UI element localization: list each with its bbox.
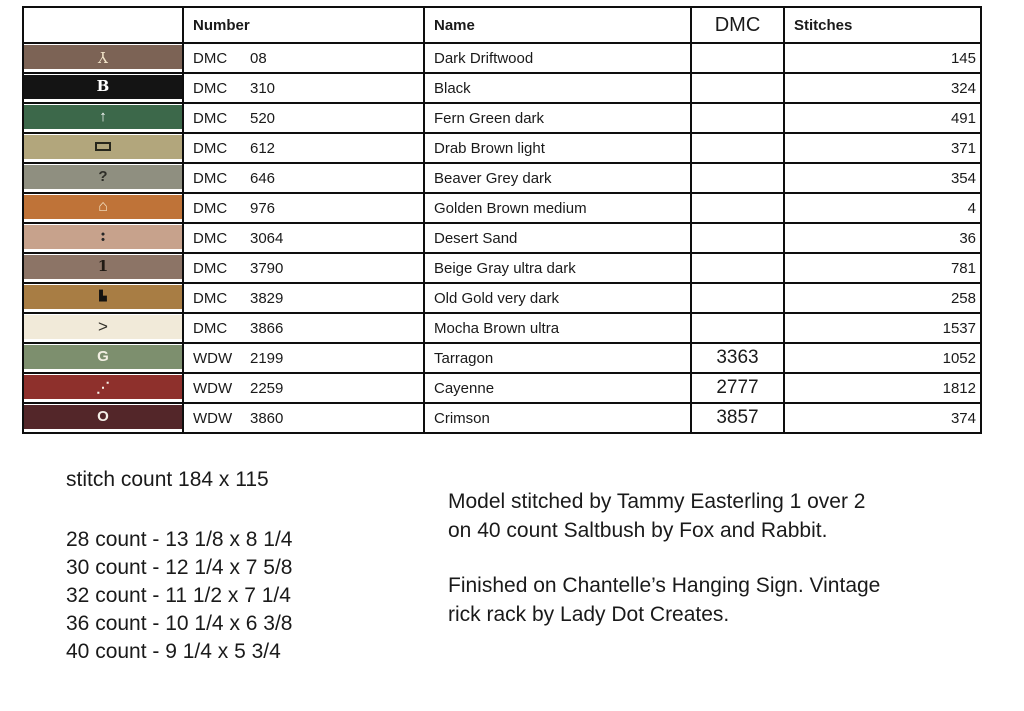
color-swatch xyxy=(24,225,182,249)
code-label: 3829 xyxy=(250,289,284,307)
model-note-line: Model stitched by Tammy Easterling 1 over 2 xyxy=(448,490,866,513)
table-row xyxy=(23,283,981,313)
count-line: 36 count - 10 1/4 x 6 3/8 xyxy=(66,612,293,635)
number-cell xyxy=(183,43,424,73)
code-label: 3860 xyxy=(250,409,284,427)
stitches-cell: 36 xyxy=(784,223,981,253)
stitches-cell: 1052 xyxy=(784,343,981,373)
stitches-cell: 354 xyxy=(784,163,981,193)
floss-key-table xyxy=(22,6,982,434)
code-label: 3866 xyxy=(250,319,284,337)
swatch-cell xyxy=(23,43,183,73)
table-row xyxy=(23,373,981,403)
swatch-cell xyxy=(23,253,183,283)
dmc-cell xyxy=(691,253,784,283)
number-cell xyxy=(183,373,424,403)
color-swatch xyxy=(24,105,182,129)
dmc-cell xyxy=(691,283,784,313)
size-notes xyxy=(66,468,293,666)
header-row xyxy=(23,7,981,43)
table-row xyxy=(23,403,981,433)
stitches-cell: 145 xyxy=(784,43,981,73)
dmc-cell xyxy=(691,163,784,193)
dmc-cell xyxy=(691,73,784,103)
stitches-cell: 781 xyxy=(784,253,981,283)
header-number: Number xyxy=(183,7,424,43)
swatch-cell xyxy=(23,73,183,103)
swatch-cell xyxy=(23,283,183,313)
stitches-cell: 491 xyxy=(784,103,981,133)
dmc-cell xyxy=(691,223,784,253)
brand-label: DMC xyxy=(193,319,228,337)
table-row xyxy=(23,103,981,133)
number-cell xyxy=(183,313,424,343)
name-cell: Drab Brown light xyxy=(424,133,691,163)
header-swatch xyxy=(23,7,183,43)
header-name: Name xyxy=(424,7,691,43)
swatch-cell xyxy=(23,193,183,223)
code-label: 646 xyxy=(250,169,276,187)
code-label: 3064 xyxy=(250,229,284,247)
greater-than-symbol: > xyxy=(98,317,108,336)
question-mark-symbol: ? xyxy=(98,168,108,185)
table-row xyxy=(23,193,981,223)
stitch-count-text: stitch count 184 x 115 xyxy=(66,468,269,491)
swatch-cell xyxy=(23,133,183,163)
stitches-cell: 4 xyxy=(784,193,981,223)
brand-label: DMC xyxy=(193,139,228,157)
name-cell: Crimson xyxy=(424,403,691,433)
table-row xyxy=(23,343,981,373)
name-cell: Mocha Brown ultra xyxy=(424,313,691,343)
name-cell: Beaver Grey dark xyxy=(424,163,691,193)
name-cell: Beige Gray ultra dark xyxy=(424,253,691,283)
swatch-cell xyxy=(23,163,183,193)
dmc-cell xyxy=(691,193,784,223)
up-arrow-symbol: ↑ xyxy=(99,108,107,125)
number-cell xyxy=(183,73,424,103)
name-cell: Tarragon xyxy=(424,343,691,373)
number-cell xyxy=(183,253,424,283)
name-cell: Dark Driftwood xyxy=(424,43,691,73)
color-swatch xyxy=(24,165,182,189)
code-label: 3790 xyxy=(250,259,284,277)
table-row xyxy=(23,163,981,193)
name-cell: Old Gold very dark xyxy=(424,283,691,313)
brand-label: DMC xyxy=(193,49,228,67)
colon-symbol: : xyxy=(99,226,107,246)
swatch-cell xyxy=(23,403,183,433)
swatch-cell xyxy=(23,343,183,373)
letter-g-symbol: G xyxy=(97,348,109,365)
swatch-cell xyxy=(23,103,183,133)
count-line: 32 count - 11 1/2 x 7 1/4 xyxy=(66,584,291,607)
brand-label: DMC xyxy=(193,169,228,187)
code-label: 612 xyxy=(250,139,276,157)
dmc-cell: 2777 xyxy=(691,373,784,403)
name-cell: Golden Brown medium xyxy=(424,193,691,223)
dmc-cell: 3857 xyxy=(691,403,784,433)
table-row xyxy=(23,43,981,73)
brand-label: WDW xyxy=(193,409,233,427)
number-cell xyxy=(183,403,424,433)
letter-o-symbol: O xyxy=(97,408,109,425)
code-label: 976 xyxy=(250,199,276,217)
color-swatch xyxy=(24,285,182,309)
number-cell xyxy=(183,103,424,133)
name-cell: Fern Green dark xyxy=(424,103,691,133)
model-note-line: on 40 count Saltbush by Fox and Rabbit. xyxy=(448,519,828,542)
header-dmc: DMC xyxy=(691,7,784,43)
block-l-symbol: ▙ xyxy=(99,290,107,302)
code-label: 08 xyxy=(250,49,267,67)
color-swatch xyxy=(24,195,182,219)
house-symbol: ⌂ xyxy=(98,197,108,215)
finishing-note-line: Finished on Chantelle’s Hanging Sign. Vintage xyxy=(448,574,881,597)
brand-label: DMC xyxy=(193,109,228,127)
brand-label: WDW xyxy=(193,379,233,397)
finishing-note-paragraph xyxy=(448,571,953,629)
dmc-cell xyxy=(691,133,784,163)
color-swatch xyxy=(24,75,182,99)
number-cell xyxy=(183,283,424,313)
color-swatch xyxy=(24,345,182,369)
dmc-cell xyxy=(691,43,784,73)
code-label: 2259 xyxy=(250,379,284,397)
color-swatch xyxy=(24,255,182,279)
name-cell: Cayenne xyxy=(424,373,691,403)
number-cell xyxy=(183,223,424,253)
number-cell xyxy=(183,133,424,163)
rectangle-outline-symbol xyxy=(95,142,111,151)
count-line: 40 count - 9 1/4 x 5 3/4 xyxy=(66,640,281,663)
number-cell xyxy=(183,343,424,373)
turned-y-symbol: Y xyxy=(98,48,108,66)
finishing-note-line: rick rack by Lady Dot Creates. xyxy=(448,603,730,626)
count-line: 30 count - 12 1/4 x 7 5/8 xyxy=(66,556,293,579)
dmc-cell: 3363 xyxy=(691,343,784,373)
code-label: 2199 xyxy=(250,349,284,367)
model-notes xyxy=(448,487,953,629)
code-label: 520 xyxy=(250,109,276,127)
code-label: 310 xyxy=(250,79,276,97)
dmc-cell xyxy=(691,313,784,343)
diagonal-dots-symbol: ⋰ xyxy=(96,378,110,395)
name-cell: Black xyxy=(424,73,691,103)
header-stitches: Stitches xyxy=(784,7,981,43)
stitches-cell: 371 xyxy=(784,133,981,163)
table-row xyxy=(23,133,981,163)
number-cell xyxy=(183,193,424,223)
stitches-cell: 258 xyxy=(784,283,981,313)
number-cell xyxy=(183,163,424,193)
model-note-paragraph xyxy=(448,487,953,545)
stitches-cell: 1812 xyxy=(784,373,981,403)
swatch-cell xyxy=(23,223,183,253)
name-cell: Desert Sand xyxy=(424,223,691,253)
brand-label: DMC xyxy=(193,289,228,307)
table-row xyxy=(23,223,981,253)
digit-one-symbol: 1 xyxy=(97,257,109,275)
color-swatch xyxy=(24,45,182,69)
stitches-cell: 324 xyxy=(784,73,981,103)
letter-b-symbol: B xyxy=(96,77,110,95)
count-line: 28 count - 13 1/8 x 8 1/4 xyxy=(66,528,293,551)
table-row xyxy=(23,253,981,283)
color-swatch xyxy=(24,405,182,429)
color-swatch xyxy=(24,375,182,399)
stitches-cell: 1537 xyxy=(784,313,981,343)
swatch-cell xyxy=(23,313,183,343)
table-row xyxy=(23,73,981,103)
swatch-cell xyxy=(23,373,183,403)
color-swatch xyxy=(24,135,182,159)
brand-label: DMC xyxy=(193,259,228,277)
dmc-cell xyxy=(691,103,784,133)
brand-label: DMC xyxy=(193,229,228,247)
brand-label: DMC xyxy=(193,199,228,217)
brand-label: WDW xyxy=(193,349,233,367)
table-row xyxy=(23,313,981,343)
brand-label: DMC xyxy=(193,79,228,97)
stitches-cell: 374 xyxy=(784,403,981,433)
color-swatch xyxy=(24,315,182,339)
